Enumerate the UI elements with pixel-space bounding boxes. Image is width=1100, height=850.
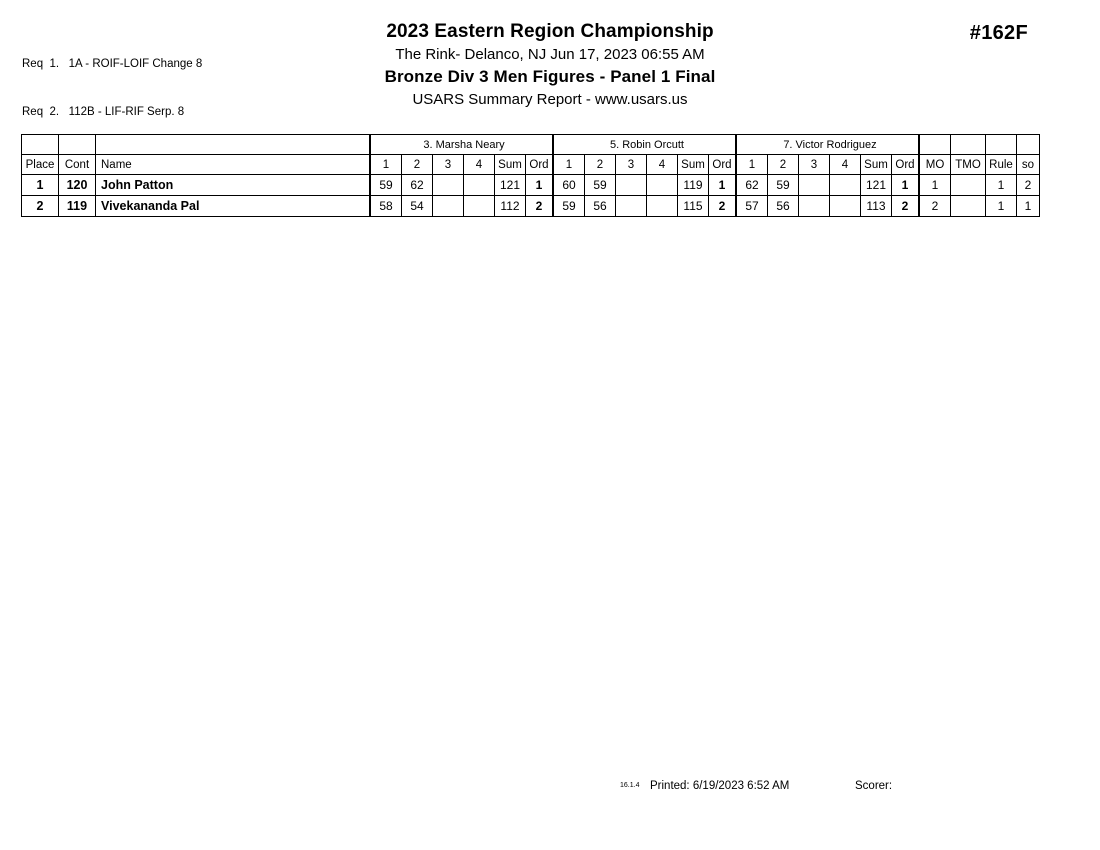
row-j3-sum: 113 bbox=[861, 196, 892, 217]
event-venue: The Rink- Delanco, NJ Jun 17, 2023 06:55 AM bbox=[395, 46, 705, 63]
row-so: 2 bbox=[1017, 175, 1040, 196]
spacer-cell bbox=[951, 135, 986, 155]
row-j3-ord: 1 bbox=[892, 175, 920, 196]
row-j2-sum: 119 bbox=[678, 175, 709, 196]
row-rule: 1 bbox=[986, 175, 1017, 196]
row-j2-fig3 bbox=[616, 196, 647, 217]
column-header-row bbox=[22, 155, 1040, 175]
judge-name-2: 5. Robin Orcutt bbox=[553, 135, 736, 155]
spacer-cell bbox=[986, 135, 1017, 155]
table-row bbox=[22, 196, 1040, 217]
header-j2-fig4: 4 bbox=[647, 155, 678, 175]
row-place: 2 bbox=[22, 196, 59, 217]
footer-scorer-label: Scorer: bbox=[855, 780, 893, 792]
header-place: Place bbox=[22, 155, 59, 175]
event-number: #162F bbox=[969, 22, 1028, 44]
row-j2-fig4 bbox=[647, 175, 678, 196]
header-rule: Rule bbox=[986, 155, 1017, 175]
row-j1-fig2: 54 bbox=[402, 196, 433, 217]
row-j1-ord: 1 bbox=[526, 175, 554, 196]
header-j1-fig3: 3 bbox=[433, 155, 464, 175]
header-j1-fig1: 1 bbox=[370, 155, 402, 175]
row-so: 1 bbox=[1017, 196, 1040, 217]
row-j1-sum: 112 bbox=[495, 196, 526, 217]
row-j3-fig1: 62 bbox=[736, 175, 768, 196]
row-j3-sum: 121 bbox=[861, 175, 892, 196]
spacer-cell bbox=[919, 135, 951, 155]
row-rule: 1 bbox=[986, 196, 1017, 217]
header-j1-fig2: 2 bbox=[402, 155, 433, 175]
judge-header-row bbox=[22, 135, 1040, 155]
row-j2-fig4 bbox=[647, 196, 678, 217]
footer-printed-timestamp: Printed: 6/19/2023 6:52 AM bbox=[650, 780, 790, 792]
event-header bbox=[0, 20, 1100, 111]
row-mo: 1 bbox=[919, 175, 951, 196]
header-j2-fig1: 1 bbox=[553, 155, 585, 175]
header-j1-ord: Ord bbox=[526, 155, 554, 175]
row-j2-sum: 115 bbox=[678, 196, 709, 217]
row-j3-fig3 bbox=[799, 196, 830, 217]
row-tmo bbox=[951, 175, 986, 196]
event-division: Bronze Div 3 Men Figures - Panel 1 Final bbox=[384, 67, 716, 86]
header-j2-fig3: 3 bbox=[616, 155, 647, 175]
row-j3-fig2: 56 bbox=[768, 196, 799, 217]
row-j1-sum: 121 bbox=[495, 175, 526, 196]
row-name: John Patton bbox=[96, 175, 371, 196]
results-table bbox=[21, 134, 1040, 217]
header-j2-sum: Sum bbox=[678, 155, 709, 175]
row-mo: 2 bbox=[919, 196, 951, 217]
header-j3-fig2: 2 bbox=[768, 155, 799, 175]
requirement-line: Req 1. 1A - ROIF-LOIF Change 8 bbox=[22, 58, 203, 70]
judge-name-1: 3. Marsha Neary bbox=[370, 135, 553, 155]
header-j3-ord: Ord bbox=[892, 155, 920, 175]
row-j1-fig3 bbox=[433, 175, 464, 196]
header-j3-fig1: 1 bbox=[736, 155, 768, 175]
judge-name-3: 7. Victor Rodriguez bbox=[736, 135, 919, 155]
row-j3-fig1: 57 bbox=[736, 196, 768, 217]
row-j2-fig1: 59 bbox=[553, 196, 585, 217]
header-so: so bbox=[1017, 155, 1040, 175]
requirement-line: Req 2. 112B - LIF-RIF Serp. 8 bbox=[22, 106, 185, 118]
header-j3-fig3: 3 bbox=[799, 155, 830, 175]
header-j3-sum: Sum bbox=[861, 155, 892, 175]
row-j1-fig1: 58 bbox=[370, 196, 402, 217]
row-j2-fig1: 60 bbox=[553, 175, 585, 196]
spacer-cell bbox=[96, 135, 371, 155]
header-name: Name bbox=[96, 155, 371, 175]
event-report-label: USARS Summary Report - www.usars.us bbox=[412, 91, 688, 108]
footer-version: 16.1.4 bbox=[620, 782, 640, 789]
row-j1-fig4 bbox=[464, 175, 495, 196]
spacer-cell bbox=[22, 135, 59, 155]
spacer-cell bbox=[59, 135, 96, 155]
spacer-cell bbox=[1017, 135, 1040, 155]
row-j1-fig2: 62 bbox=[402, 175, 433, 196]
table-row bbox=[22, 175, 1040, 196]
header-j1-fig4: 4 bbox=[464, 155, 495, 175]
row-cont: 120 bbox=[59, 175, 96, 196]
header-j1-sum: Sum bbox=[495, 155, 526, 175]
row-j2-fig2: 56 bbox=[585, 196, 616, 217]
row-j1-fig1: 59 bbox=[370, 175, 402, 196]
row-j3-fig4 bbox=[830, 175, 861, 196]
results-table-container bbox=[21, 134, 1040, 217]
row-j3-fig2: 59 bbox=[768, 175, 799, 196]
row-j2-ord: 1 bbox=[709, 175, 737, 196]
header-tmo: TMO bbox=[951, 155, 986, 175]
row-j1-fig3 bbox=[433, 196, 464, 217]
header-mo: MO bbox=[919, 155, 951, 175]
header-j2-fig2: 2 bbox=[585, 155, 616, 175]
row-j2-ord: 2 bbox=[709, 196, 737, 217]
row-j1-ord: 2 bbox=[526, 196, 554, 217]
header-j2-ord: Ord bbox=[709, 155, 737, 175]
row-cont: 119 bbox=[59, 196, 96, 217]
row-j2-fig2: 59 bbox=[585, 175, 616, 196]
event-title: 2023 Eastern Region Championship bbox=[386, 21, 714, 42]
row-j3-fig4 bbox=[830, 196, 861, 217]
row-j3-fig3 bbox=[799, 175, 830, 196]
row-j2-fig3 bbox=[616, 175, 647, 196]
row-place: 1 bbox=[22, 175, 59, 196]
header-j3-fig4: 4 bbox=[830, 155, 861, 175]
header-cont: Cont bbox=[59, 155, 96, 175]
row-name: Vivekananda Pal bbox=[96, 196, 371, 217]
row-j3-ord: 2 bbox=[892, 196, 920, 217]
row-j1-fig4 bbox=[464, 196, 495, 217]
row-tmo bbox=[951, 196, 986, 217]
